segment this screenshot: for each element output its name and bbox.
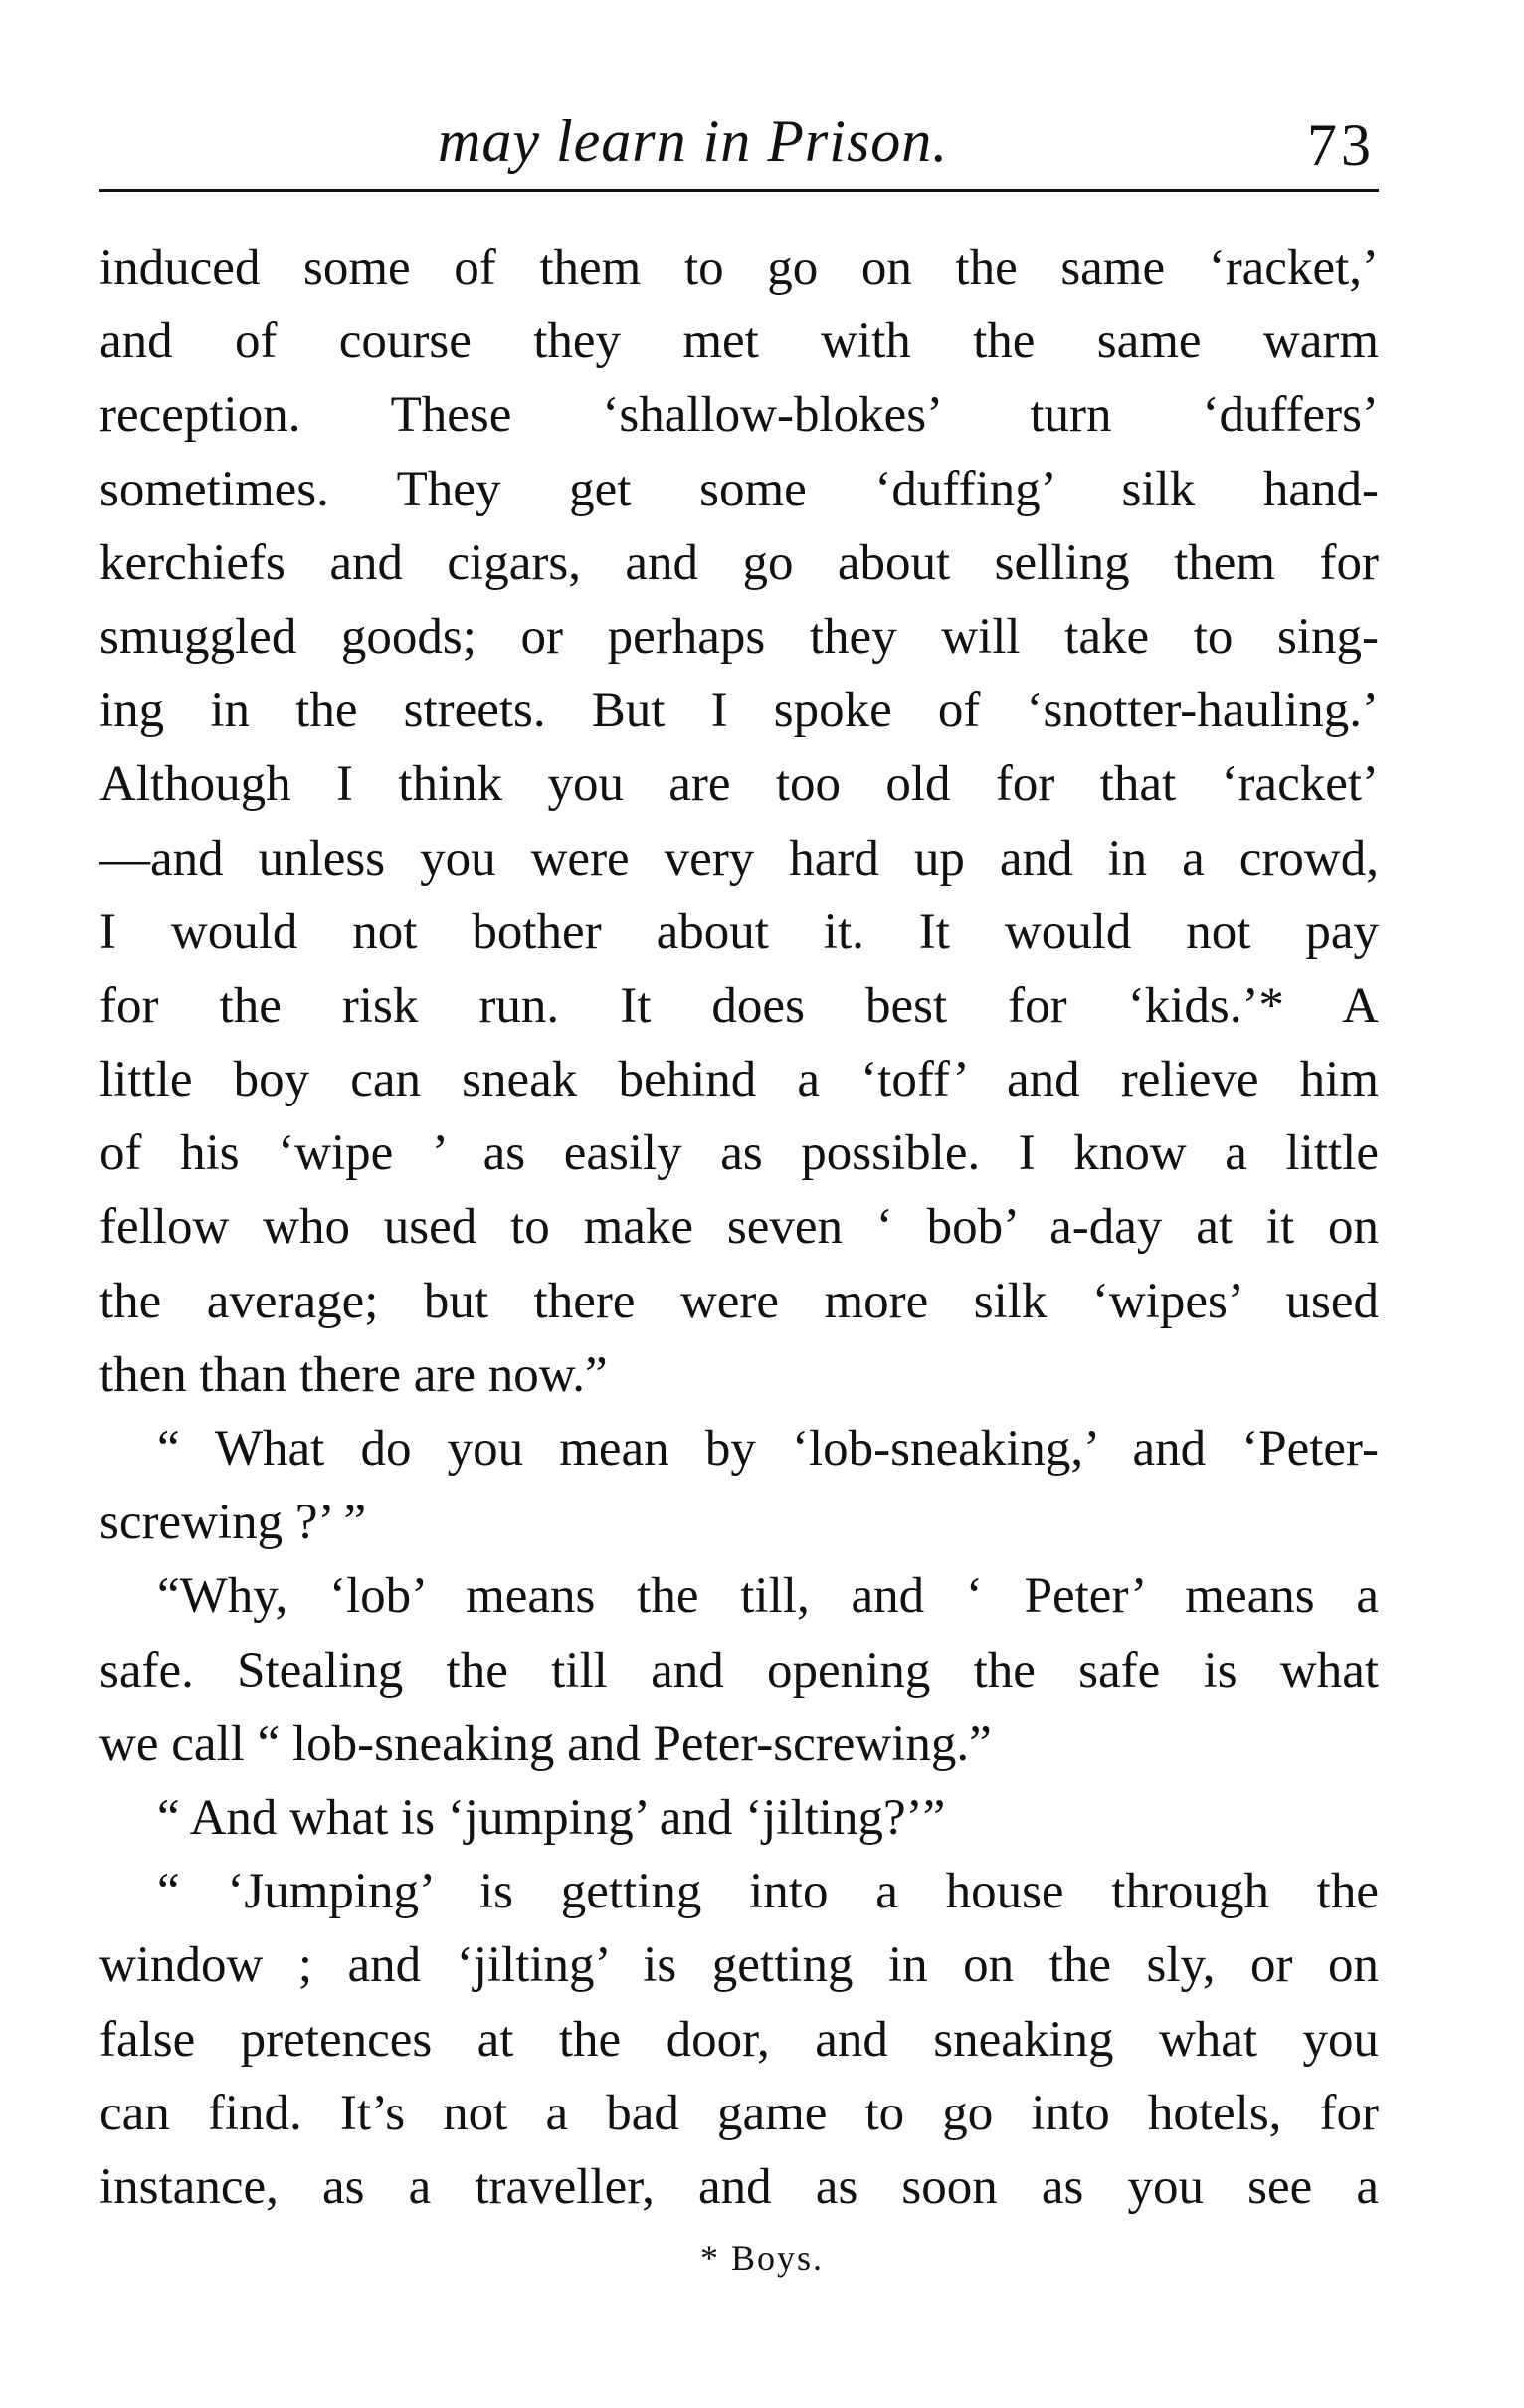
text-line: sometimes. They get some ‘duffing’ silk hand- <box>99 461 1379 517</box>
text-line: little boy can sneak behind a ‘toff’ and relieve him <box>99 1052 1379 1108</box>
text-line: ing in the streets. But I spoke of ‘snotter-hauling.’ <box>99 683 1379 739</box>
text-line: we call “ lob-sneaking and Peter-screwing.” <box>99 1715 992 1772</box>
text-line: false pretences at the door, and sneaking what you <box>99 2011 1379 2068</box>
text-line: “ And what is ‘jumping’ and ‘jilting?’” <box>157 1789 946 1846</box>
text-line: “Why, ‘lob’ means the till, and ‘ Peter’ means a <box>157 1568 1379 1625</box>
text-line: Although I think you are too old for that ‘racket’ <box>99 756 1379 813</box>
text-line: screwing ?’ ” <box>99 1495 367 1551</box>
text-line: “ What do you mean by ‘lob-sneaking,’ and ‘Peter- <box>157 1421 1379 1477</box>
text-line: and of course they met with the same warm <box>99 313 1379 370</box>
page-number: 73 <box>1307 112 1375 178</box>
text-line: induced some of them to go on the same ‘racket,’ <box>99 240 1379 296</box>
text-line: safe. Stealing the till and opening the safe is what <box>99 1642 1379 1699</box>
text-line: window ; and ‘jilting’ is getting in on the sly, or on <box>99 1937 1379 1994</box>
text-line: smuggled goods; or perhaps they will take to sing- <box>99 608 1379 665</box>
text-line: kerchiefs and cigars, and go about selling them for <box>99 534 1379 591</box>
text-line: then than there are now.” <box>99 1346 608 1403</box>
body-text <box>99 231 1379 2224</box>
running-title: may learn in Prison. <box>438 108 949 174</box>
text-line: reception. These ‘shallow-blokes’ turn ‘duffers’ <box>99 387 1379 444</box>
text-line: can find. It’s not a bad game to go into hotels, for <box>99 2085 1379 2141</box>
text-line: instance, as a traveller, and as soon as you see a <box>99 2158 1379 2215</box>
text-line: for the risk run. It does best for ‘kids.’* A <box>99 977 1379 1034</box>
text-line: I would not bother about it. It would not pay <box>99 903 1379 960</box>
text-line: fellow who used to make seven ‘ bob’ a-day at it on <box>99 1199 1379 1256</box>
running-header <box>99 107 1379 187</box>
text-line: of his ‘wipe ’ as easily as possible. I know a little <box>99 1125 1379 1182</box>
header-rule <box>99 189 1379 192</box>
text-line: “ ‘Jumping’ is getting into a house through the <box>157 1864 1379 1920</box>
text-line: —and unless you were very hard up and in a crowd, <box>99 830 1379 887</box>
footnote: * Boys. <box>699 2238 825 2278</box>
text-line: the average; but there were more silk ‘wipes’ used <box>99 1273 1379 1329</box>
